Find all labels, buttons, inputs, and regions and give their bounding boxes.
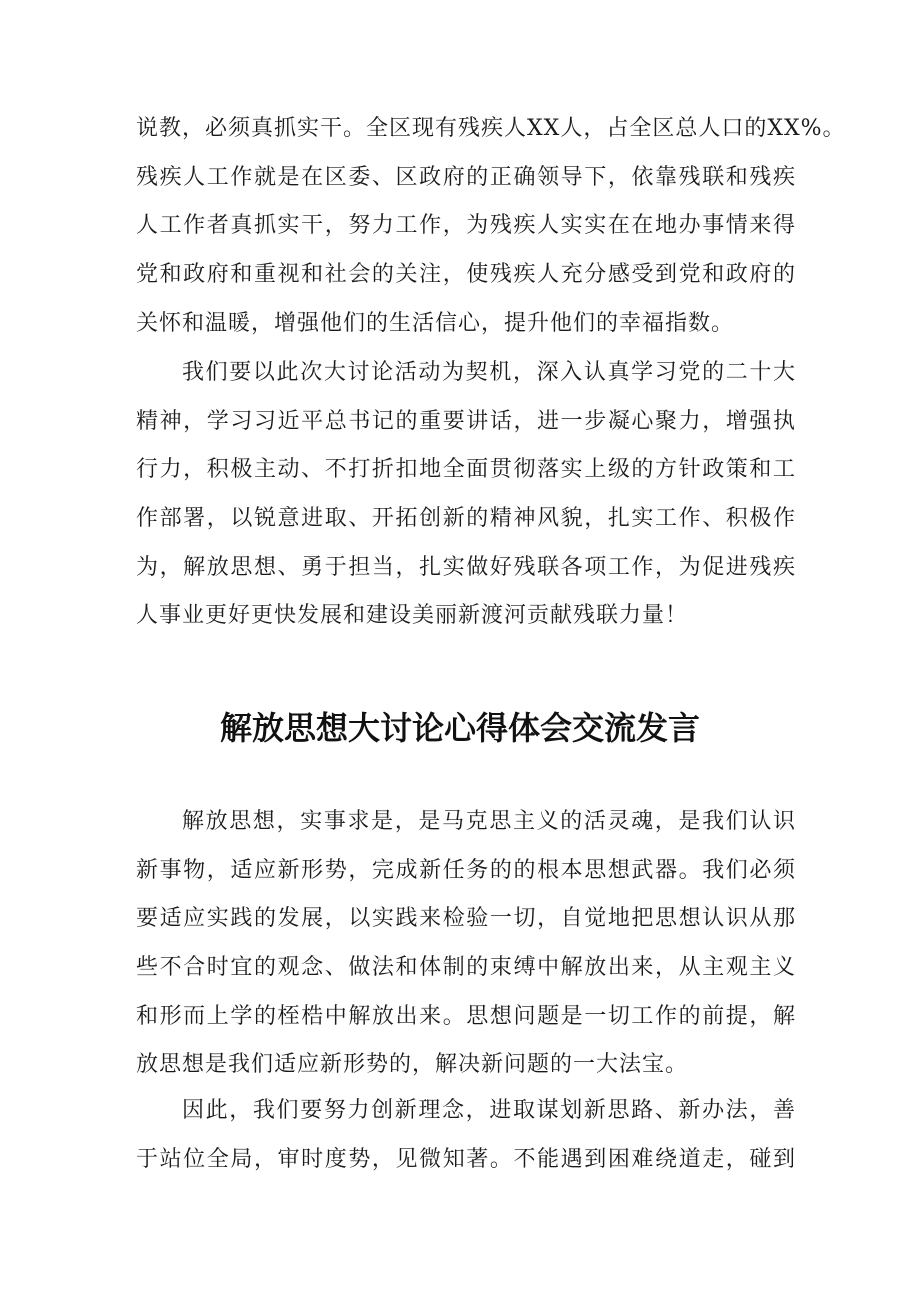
text-line: 些不合时宜的观念、做法和体制的束缚中解放出来，从主观主义 <box>136 955 796 981</box>
paragraph <box>136 1087 796 1184</box>
paragraph <box>136 798 796 1090</box>
text-line: 于站位全局，审时度势，见微知著。不能遇到困难绕道走，碰到 <box>136 1146 796 1172</box>
text-line: 精神，学习习近平总书记的重要讲话，进一步凝心聚力，增强执 <box>136 408 796 434</box>
text-line: 行力，积极主动、不打折扣地全面贯彻落实上级的方针政策和工 <box>136 457 796 483</box>
section-title: 解放思想大讨论心得体会交流发言 <box>219 709 700 747</box>
paragraph <box>136 349 796 641</box>
text-line: 放思想是我们适应新形势的，解决新问题的一大法宝。 <box>136 1052 689 1078</box>
text-line: 关怀和温暖，增强他们的生活信心，提升他们的幸福指数。 <box>136 310 735 336</box>
text-line: 党和政府和重视和社会的关注，使残疾人充分感受到党和政府的 <box>136 262 796 288</box>
text-line: 作部署，以锐意进取、开拓创新的精神风貌，扎实工作、积极作 <box>136 506 796 532</box>
text-line: 残疾人工作就是在区委、区政府的正确领导下，依靠残联和残疾 <box>136 164 796 190</box>
text-line: 新事物，适应新形势，完成新任务的的根本思想武器。我们必须 <box>136 857 796 883</box>
text-line: 因此，我们要努力创新理念，进取谋划新思路、新办法，善 <box>182 1098 796 1123</box>
text-line: 和形而上学的桎梏中解放出来。思想问题是一切工作的前提，解 <box>136 1003 796 1029</box>
text-line: 人事业更好更快发展和建设美丽新渡河贡献残联力量！ <box>136 603 689 629</box>
text-line: 人工作者真抓实干，努力工作，为残疾人实实在在地办事情来得 <box>136 213 796 239</box>
text-line: 为，解放思想、勇于担当，扎实做好残联各项工作，为促进残疾 <box>136 554 796 580</box>
text-line: 我们要以此次大讨论活动为契机，深入认真学习党的二十大 <box>182 360 796 385</box>
text-line: 解放思想，实事求是，是马克思主义的活灵魂，是我们认识 <box>182 809 796 834</box>
text-line: 要适应实践的发展，以实践来检验一切，自觉地把思想认识从那 <box>136 906 796 932</box>
paragraph <box>136 105 846 348</box>
text-line: 说教，必须真抓实干。全区现有残疾人XX人，占全区总人口的XX%。 <box>136 116 846 141</box>
